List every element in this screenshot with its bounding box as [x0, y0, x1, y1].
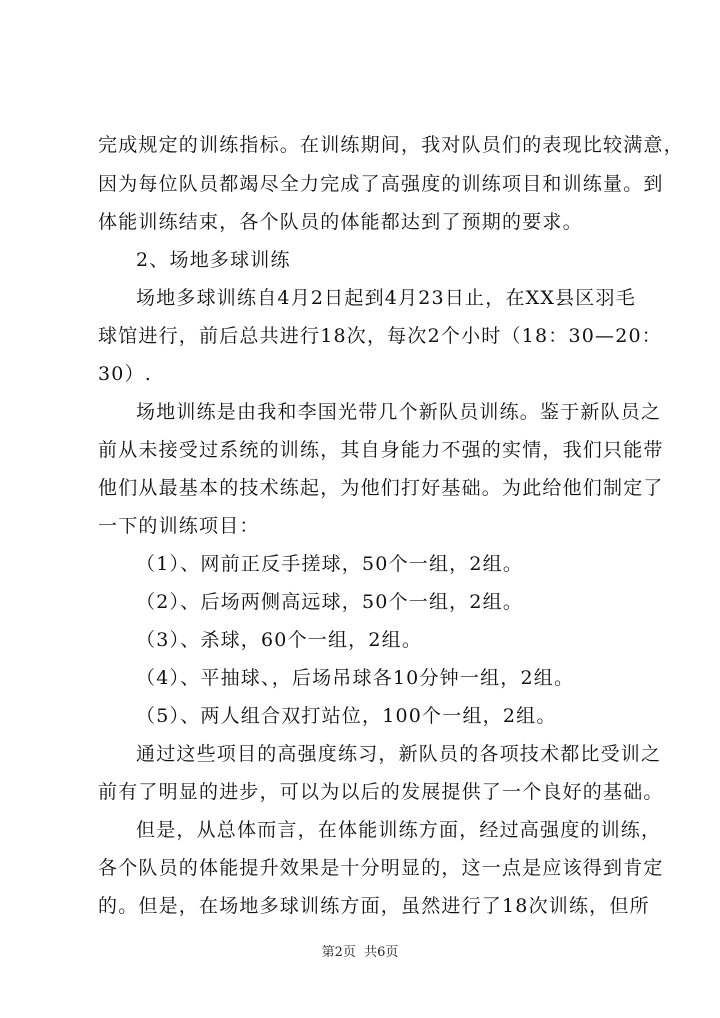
paragraph-line: 的。但是，在场地多球训练方面，虽然进行了18次训练，但所 — [98, 895, 650, 917]
list-item: （5）、两人组合双打站位，100个一组，2组。 — [136, 705, 557, 727]
section-heading: 2、场地多球训练 — [136, 249, 291, 271]
paragraph-line: 通过这些项目的高强度练习，新队员的各项技术都比受训之 — [136, 743, 662, 765]
paragraph-line: 前有了明显的进步，可以为以后的发展提供了一个良好的基础。 — [98, 781, 664, 803]
page-number: 第2页 — [321, 945, 356, 960]
paragraph-line: 一下的训练项目： — [98, 515, 260, 537]
paragraph-line: 因为每位队员都竭尽全力完成了高强度的训练项目和训练量。到 — [98, 173, 664, 195]
list-item: （3）、杀球，60个一组，2组。 — [136, 629, 423, 651]
paragraph-line: 但是，从总体而言，在体能训练方面，经过高强度的训练， — [136, 819, 662, 841]
paragraph-line: 体能训练结束，各个队员的体能都达到了预期的要求。 — [98, 211, 583, 233]
list-item: （2）、后场两侧高远球，50个一组，2组。 — [136, 591, 524, 613]
paragraph-line: 完成规定的训练指标。在训练期间，我对队员们的表现比较满意， — [98, 134, 684, 156]
paragraph-line: 他们从最基本的技术练起，为他们打好基础。为此给他们制定了 — [98, 477, 664, 499]
paragraph-line: 30）. — [98, 363, 153, 385]
list-item: （1）、网前正反手搓球，50个一组，2组。 — [136, 553, 524, 575]
paragraph-line: 场地多球训练自4月2日起到4月23日止，在XX县区羽毛 — [136, 287, 636, 309]
paragraph-line: 前从未接受过系统的训练，其自身能力不强的实情，我们只能带 — [98, 439, 664, 461]
paragraph-line: 场地训练是由我和李国光带几个新队员训练。鉴于新队员之 — [136, 401, 662, 423]
page-footer — [0, 944, 720, 962]
paragraph-line: 球馆进行，前后总共进行18次，每次2个小时（18：30—20： — [98, 325, 662, 347]
paragraph-line: 各个队员的体能提升效果是十分明显的，这一点是应该得到肯定 — [98, 857, 664, 879]
list-item: （4）、平抽球、，后场吊球各10分钟一组，2组。 — [136, 667, 575, 689]
page-total: 共6页 — [364, 945, 399, 960]
